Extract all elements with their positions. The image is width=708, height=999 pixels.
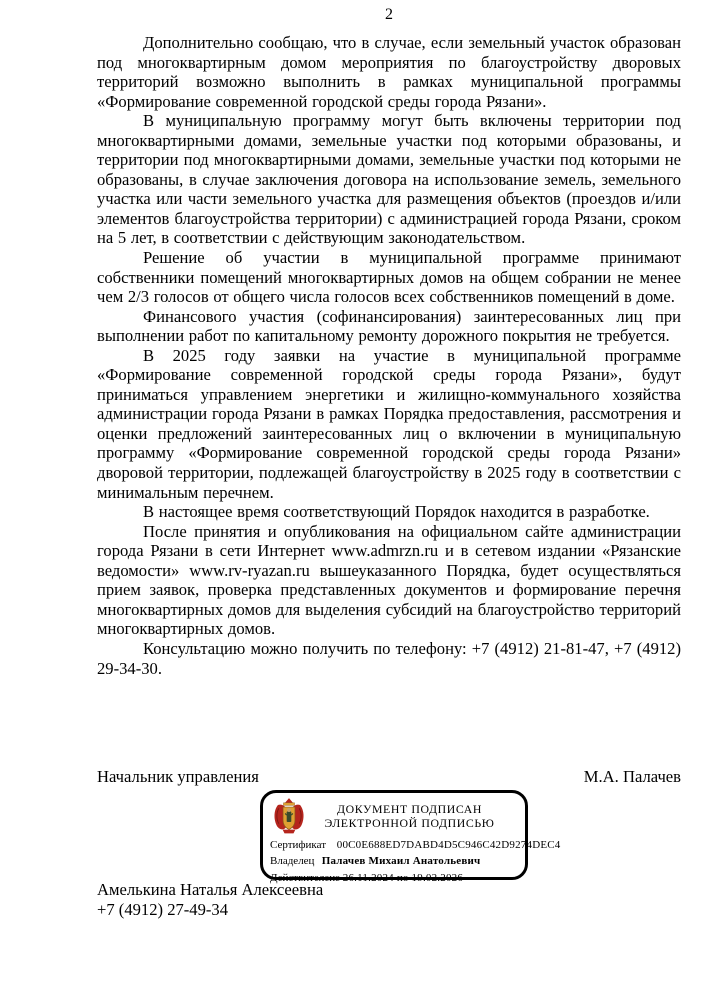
stamp-header (270, 797, 517, 835)
paragraph-7: После принятия и опубликования на официальном сайте администрации города Рязани в сети Интернет www.admrzn.ru и в сетевом издании «Рязанские ведомости» www.rv-ryazan.ru вышеуказанного Порядка, будет осуществляться прием заявок, проверка представленных документов и формирование перечня многоквартирных домов для выделения субсидий на благоустройство территорий многоквартирных домов. (97, 521, 681, 639)
paragraph-4: Финансового участия (софинансирования) заинтересованных лиц при выполнении работ по капитальному ремонту дорожного покрытия не требуется. (97, 306, 681, 346)
digital-signature-stamp (260, 790, 561, 884)
ryazan-coat-of-arms-icon (270, 797, 308, 835)
executor-phone: +7 (4912) 27-49-34 (97, 899, 229, 919)
certificate-label: Сертификат (270, 838, 326, 851)
validity-value: с 26.11.2024 по 19.02.2026 (334, 871, 464, 884)
paragraph-5: В 2025 году заявки на участие в муниципальной программе «Формирование современной городской среды города Рязани», будут приниматься управлением энергетики и жилищно-коммунального хозяйства администрации города Рязани в рамках Порядка предоставления, рассмотрения и оценки предложений заинтересованных лиц о включении в муниципальную программу «Формирование современной городской среды города Рязани» дворовой территории, подлежащей благоустройству в 2025 году в соответствии с минимальным перечнем. (97, 345, 681, 502)
signer-position: Начальник управления (97, 767, 259, 786)
paragraph-6: В настоящее время соответствующий Порядок находится в разработке. (143, 502, 650, 522)
stamp-title-line2: ЭЛЕКТРОННОЙ ПОДПИСЬЮ (324, 816, 495, 830)
executor-name: Амелькина Наталья Алексеевна (97, 880, 324, 899)
page-number: 2 (385, 6, 393, 23)
paragraph-1: Дополнительно сообщаю, что в случае, если земельный участок образован под многоквартирным домом мероприятия по благоустройству дворовых территорий возможно выполнить в рамках муниципальной программы «Формирование современной городской среды города Рязани». (97, 33, 681, 111)
validity-label: Действителен (270, 871, 336, 884)
owner-value: Палачев Михаил Анатольевич (321, 855, 481, 867)
certificate-value: 00C0E688ED7DABD4D5C946C42D9274DEC4 (336, 838, 561, 851)
stamp-title-line1: ДОКУМЕНТ ПОДПИСАН (337, 801, 482, 816)
executor-block (97, 880, 323, 919)
owner-row (270, 855, 517, 868)
signature-row (97, 767, 681, 787)
stamp-title (308, 802, 517, 831)
paragraph-8: Консультацию можно получить по телефону: +7 (4912) 21-81-47, +7 (4912) 29-34-30. (97, 638, 681, 678)
signer-name: М.А. Палачев (583, 767, 681, 786)
owner-label: Владелец (270, 855, 315, 867)
paragraph-3: Решение об участии в муниципальной программе принимают собственники помещений многоквартирных домов на общем собрании не менее чем 2/3 голосов от общего числа голосов всех собственников помещений в доме. (97, 248, 681, 307)
certificate-row (270, 838, 561, 852)
paragraph-2: В муниципальную программу могут быть включены территории под многоквартирными домами, земельные участки под которыми образованы, и территории под многоквартирными домами, земельные участки под которыми не образованы, в случае заключения договора на использование земель, земельного участка или части земельного участка для размещения объектов (проездов и/или элементов благоустройства территории) с администрацией города Рязани, сроком на 5 лет, в соответствии с действующим законодательством. (97, 111, 681, 248)
letter-body (97, 33, 681, 678)
validity-row (270, 872, 517, 885)
